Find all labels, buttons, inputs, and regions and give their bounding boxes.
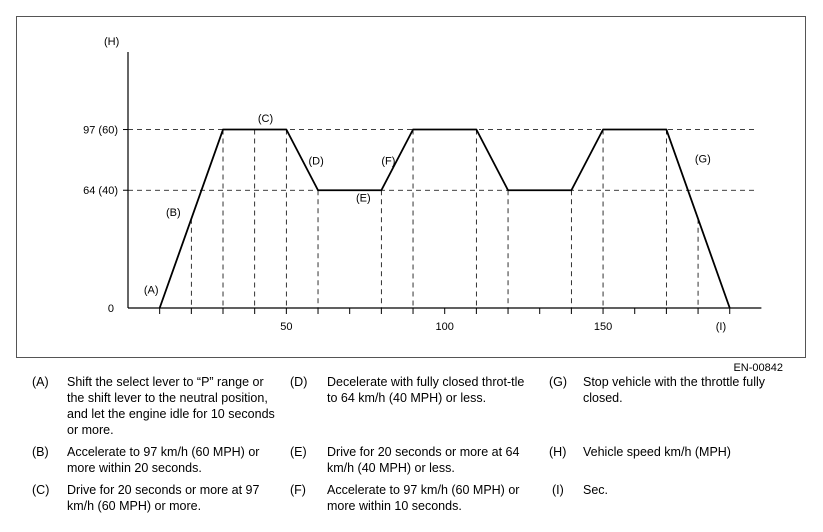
point-label: (A) [143, 284, 159, 297]
y-axis-label: (H) [104, 36, 120, 48]
speed-profile-chart [17, 17, 805, 357]
legend-key: (A) [32, 375, 49, 389]
legend-text: Vehicle speed km/h (MPH) [583, 445, 731, 459]
x-tick-label: 50 [280, 321, 293, 333]
point-label: (D) [308, 155, 324, 168]
figure-id: EN-00842 [733, 362, 783, 374]
legend-text: Drive for 20 seconds or more at 64 km/h (40 MPH) or less. [327, 445, 520, 475]
legend-key: (I) [552, 483, 564, 497]
y-tick-label: 97 (60) [83, 124, 118, 137]
origin-label: 0 [107, 303, 114, 315]
legend-text: Shift the select lever to “P” range or the shift lever to the neutral position, and let the engine idle for 10 seconds or more. [67, 375, 275, 437]
legend-text: Decelerate with fully closed throt-tle to 64 km/h (40 MPH) or less. [327, 375, 525, 405]
legend-key: (E) [290, 445, 307, 459]
legend-key: (D) [290, 375, 308, 389]
legend-text: Drive for 20 seconds or more at 97 km/h (60 MPH) or more. [67, 483, 260, 513]
figure-frame [16, 16, 806, 374]
legend-key: (C) [32, 483, 50, 497]
legend-key: (F) [290, 483, 306, 497]
point-label: (E) [356, 192, 371, 205]
point-label: (C) [257, 113, 274, 126]
x-tick-label: 150 [593, 321, 613, 333]
legend-text: Accelerate to 97 km/h (60 MPH) or more within 20 seconds. [67, 445, 260, 475]
y-tick-label: 64 (40) [83, 185, 118, 198]
legend-text: Accelerate to 97 km/h (60 MPH) or more within 10 seconds. [327, 483, 520, 513]
speed-profile-line [160, 130, 730, 308]
legend-text: Sec. [583, 483, 609, 497]
x-axis-label: (I) [715, 321, 727, 333]
legend-text: Stop vehicle with the throttle fully closed. [583, 375, 766, 405]
point-label: (F) [381, 155, 396, 168]
point-label: (B) [166, 207, 181, 219]
point-label: (G) [694, 153, 711, 166]
x-tick-label: 100 [435, 321, 454, 333]
legend-key: (H) [549, 445, 567, 459]
legend-key: (G) [549, 375, 568, 389]
legend-key: (B) [32, 445, 49, 459]
